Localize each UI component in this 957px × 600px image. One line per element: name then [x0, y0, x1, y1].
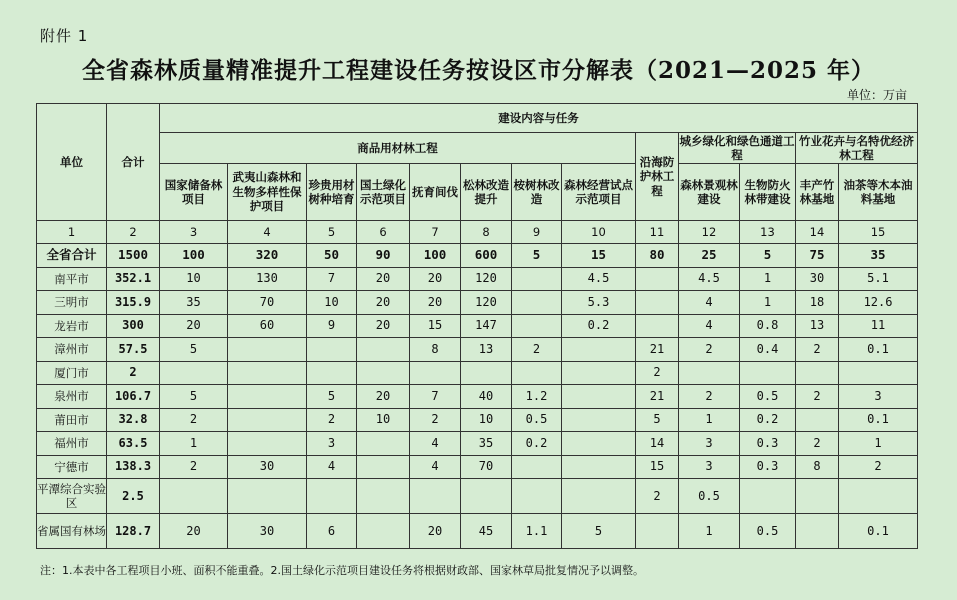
cell-c3: 10: [160, 267, 228, 291]
cell-c14: 18: [796, 291, 839, 315]
header-c15: 油茶等木本油料基地: [839, 164, 918, 221]
cell-c13: 0.3: [740, 432, 796, 456]
cell-c13: 0.5: [740, 514, 796, 549]
table-row: [37, 361, 918, 385]
cell-c8: 10: [461, 408, 512, 432]
cell-c6: 20: [357, 291, 410, 315]
cell-c15: 5.1: [839, 267, 918, 291]
row-unit-name: 南平市: [37, 267, 107, 291]
cell-c5: [307, 479, 357, 514]
row-total: 57.5: [107, 338, 160, 362]
cell-c10: [562, 385, 636, 409]
cell-c3: [160, 479, 228, 514]
table-row: [37, 455, 918, 479]
cell-c9: [512, 291, 562, 315]
cell-c13: [740, 361, 796, 385]
cell-c5: [307, 361, 357, 385]
cell-c6: [357, 479, 410, 514]
cell-c11: 2: [636, 361, 679, 385]
cell-c3: 100: [160, 244, 228, 268]
footnote: 注：1.本表中各工程项目小班、面积不能重叠。2.国土绿化示范项目建设任务将根据财政部、国家林草局批复情况予以调整。: [40, 564, 644, 577]
cell-c3: 2: [160, 408, 228, 432]
header-c5: 珍贵用材树种培育: [307, 164, 357, 221]
cell-c14: 13: [796, 314, 839, 338]
table-row: [37, 267, 918, 291]
header-construction: 建设内容与任务: [160, 104, 918, 133]
cell-c6: [357, 361, 410, 385]
cell-c6: 20: [357, 385, 410, 409]
cell-c13: 1: [740, 291, 796, 315]
cell-c12: 0.5: [679, 479, 740, 514]
cell-c9: 1.2: [512, 385, 562, 409]
row-unit-name: 厦门市: [37, 361, 107, 385]
cell-c11: 5: [636, 408, 679, 432]
cell-c15: 11: [839, 314, 918, 338]
cell-c7: 2: [410, 408, 461, 432]
row-total: 138.3: [107, 455, 160, 479]
cell-c3: 20: [160, 314, 228, 338]
cell-c4: 320: [228, 244, 307, 268]
cell-c8: 120: [461, 291, 512, 315]
cell-c3: 5: [160, 338, 228, 362]
cell-c3: 35: [160, 291, 228, 315]
row-unit-name: 三明市: [37, 291, 107, 315]
cell-c7: 20: [410, 514, 461, 549]
header-urban: 城乡绿化和绿色通道工程: [679, 133, 795, 162]
header-c9: 桉树林改造: [512, 164, 562, 221]
column-number: 5: [307, 221, 357, 244]
row-total: 300: [107, 314, 160, 338]
cell-c15: 2: [839, 455, 918, 479]
cell-c11: [636, 514, 679, 549]
table-row: [37, 408, 918, 432]
cell-c7: 15: [410, 314, 461, 338]
cell-c6: 20: [357, 314, 410, 338]
cell-c5: 3: [307, 432, 357, 456]
cell-c15: 1: [839, 432, 918, 456]
row-total: 2: [107, 361, 160, 385]
cell-c15: 0.1: [839, 514, 918, 549]
table-row: [37, 314, 918, 338]
cell-c11: [636, 314, 679, 338]
cell-c14: [796, 408, 839, 432]
cell-c12: 1: [679, 408, 740, 432]
cell-c4: [228, 432, 307, 456]
header-commercial: 商品用材林工程: [160, 133, 636, 164]
cell-c14: 75: [796, 244, 839, 268]
cell-c10: 0.2: [562, 314, 636, 338]
cell-c9: [512, 455, 562, 479]
cell-c9: 0.5: [512, 408, 562, 432]
cell-c8: 13: [461, 338, 512, 362]
cell-c8: [461, 361, 512, 385]
column-number: 6: [357, 221, 410, 244]
header-c14: 丰产竹林基地: [796, 164, 839, 221]
header-c10: 森林经营试点示范项目: [562, 164, 636, 221]
cell-c8: 35: [461, 432, 512, 456]
cell-c4: [228, 361, 307, 385]
row-unit-name: 省属国有林场: [37, 514, 107, 549]
cell-c13: 0.2: [740, 408, 796, 432]
cell-c4: 130: [228, 267, 307, 291]
cell-c5: [307, 338, 357, 362]
cell-c6: [357, 432, 410, 456]
cell-c8: [461, 479, 512, 514]
table-row: [37, 432, 918, 456]
cell-c9: 1.1: [512, 514, 562, 549]
row-unit-name: 平潭综合实验区: [37, 479, 107, 514]
cell-c14: 2: [796, 385, 839, 409]
row-unit-name: 莆田市: [37, 408, 107, 432]
cell-c3: [160, 361, 228, 385]
table-row: [37, 514, 918, 549]
cell-c12: 2: [679, 338, 740, 362]
unit-label: 单位：万亩: [846, 88, 907, 102]
cell-c13: 0.8: [740, 314, 796, 338]
cell-c6: [357, 455, 410, 479]
table-row: [37, 385, 918, 409]
cell-c5: 10: [307, 291, 357, 315]
column-number: 10: [562, 221, 636, 244]
cell-c3: 20: [160, 514, 228, 549]
row-unit-name: 全省合计: [37, 244, 107, 268]
cell-c12: 3: [679, 455, 740, 479]
cell-c11: [636, 267, 679, 291]
cell-c5: 2: [307, 408, 357, 432]
column-number: 3: [160, 221, 228, 244]
cell-c13: 5: [740, 244, 796, 268]
cell-c4: [228, 408, 307, 432]
cell-c11: 80: [636, 244, 679, 268]
column-number: 7: [410, 221, 461, 244]
column-number: 1: [37, 221, 107, 244]
header-c4: 武夷山森林和生物多样性保护项目: [228, 164, 307, 221]
cell-c4: [228, 338, 307, 362]
cell-c11: 15: [636, 455, 679, 479]
column-number: 4: [228, 221, 307, 244]
cell-c12: 4: [679, 291, 740, 315]
table-row: [37, 338, 918, 362]
cell-c8: 45: [461, 514, 512, 549]
cell-c14: 2: [796, 432, 839, 456]
cell-c10: [562, 455, 636, 479]
cell-c11: [636, 291, 679, 315]
cell-c9: 2: [512, 338, 562, 362]
row-total: 106.7: [107, 385, 160, 409]
cell-c4: 30: [228, 514, 307, 549]
column-number: 12: [679, 221, 740, 244]
cell-c15: 12.6: [839, 291, 918, 315]
cell-c3: 2: [160, 455, 228, 479]
column-number: 8: [461, 221, 512, 244]
cell-c15: [839, 361, 918, 385]
column-number: 13: [740, 221, 796, 244]
cell-c4: 60: [228, 314, 307, 338]
document-title: 全省森林质量精准提升工程建设任务按设区市分解表（2021—2025 年）: [81, 57, 876, 84]
row-unit-name: 漳州市: [37, 338, 107, 362]
row-total: 2.5: [107, 479, 160, 514]
cell-c11: 14: [636, 432, 679, 456]
row-total: 315.9: [107, 291, 160, 315]
cell-c7: [410, 479, 461, 514]
cell-c12: 4: [679, 314, 740, 338]
header-c8: 松林改造提升: [461, 164, 512, 221]
cell-c14: 2: [796, 338, 839, 362]
cell-c12: 4.5: [679, 267, 740, 291]
cell-c6: [357, 338, 410, 362]
cell-c15: 35: [839, 244, 918, 268]
table-row: [37, 479, 918, 514]
header-c6: 国土绿化示范项目: [357, 164, 410, 221]
row-total: 352.1: [107, 267, 160, 291]
cell-c13: 0.3: [740, 455, 796, 479]
cell-c5: 50: [307, 244, 357, 268]
cell-c7: 8: [410, 338, 461, 362]
cell-c5: 5: [307, 385, 357, 409]
cell-c15: 0.1: [839, 408, 918, 432]
table-row: [37, 244, 918, 268]
column-number: 2: [107, 221, 160, 244]
header-c3: 国家储备林项目: [160, 164, 228, 221]
cell-c9: [512, 267, 562, 291]
cell-c14: 8: [796, 455, 839, 479]
cell-c9: [512, 314, 562, 338]
cell-c14: [796, 514, 839, 549]
cell-c9: [512, 479, 562, 514]
row-unit-name: 福州市: [37, 432, 107, 456]
cell-c5: 9: [307, 314, 357, 338]
cell-c4: 70: [228, 291, 307, 315]
cell-c14: 30: [796, 267, 839, 291]
cell-c7: 4: [410, 432, 461, 456]
cell-c13: 0.4: [740, 338, 796, 362]
cell-c9: 0.2: [512, 432, 562, 456]
cell-c11: 21: [636, 338, 679, 362]
row-total: 1500: [107, 244, 160, 268]
header-unit: 单位: [37, 104, 107, 221]
cell-c15: [839, 479, 918, 514]
cell-c8: 120: [461, 267, 512, 291]
cell-c12: 3: [679, 432, 740, 456]
cell-c13: 1: [740, 267, 796, 291]
cell-c4: [228, 385, 307, 409]
cell-c12: 2: [679, 385, 740, 409]
cell-c12: 25: [679, 244, 740, 268]
cell-c7: 20: [410, 267, 461, 291]
cell-c10: 5.3: [562, 291, 636, 315]
cell-c6: 90: [357, 244, 410, 268]
cell-c10: 4.5: [562, 267, 636, 291]
cell-c7: 7: [410, 385, 461, 409]
cell-c15: 3: [839, 385, 918, 409]
cell-c3: 1: [160, 432, 228, 456]
cell-c11: 2: [636, 479, 679, 514]
column-number: 14: [796, 221, 839, 244]
cell-c13: [740, 479, 796, 514]
cell-c5: 4: [307, 455, 357, 479]
column-number: 11: [636, 221, 679, 244]
cell-c7: 20: [410, 291, 461, 315]
cell-c10: 15: [562, 244, 636, 268]
cell-c10: [562, 432, 636, 456]
column-number-row: [37, 221, 918, 244]
cell-c12: 1: [679, 514, 740, 549]
cell-c10: [562, 338, 636, 362]
row-total: 63.5: [107, 432, 160, 456]
cell-c10: 5: [562, 514, 636, 549]
row-unit-name: 泉州市: [37, 385, 107, 409]
cell-c14: [796, 361, 839, 385]
cell-c8: 70: [461, 455, 512, 479]
cell-c7: 4: [410, 455, 461, 479]
header-c7: 抚育间伐: [410, 164, 461, 221]
row-total: 128.7: [107, 514, 160, 549]
header-total: 合计: [107, 104, 160, 221]
cell-c3: 5: [160, 385, 228, 409]
row-unit-name: 龙岩市: [37, 314, 107, 338]
cell-c7: 100: [410, 244, 461, 268]
task-table: [36, 103, 918, 549]
cell-c9: [512, 361, 562, 385]
cell-c11: 21: [636, 385, 679, 409]
cell-c5: 7: [307, 267, 357, 291]
cell-c9: 5: [512, 244, 562, 268]
cell-c4: [228, 479, 307, 514]
row-total: 32.8: [107, 408, 160, 432]
cell-c10: [562, 408, 636, 432]
cell-c14: [796, 479, 839, 514]
cell-c6: 20: [357, 267, 410, 291]
cell-c4: 30: [228, 455, 307, 479]
cell-c7: [410, 361, 461, 385]
row-unit-name: 宁德市: [37, 455, 107, 479]
cell-c6: [357, 514, 410, 549]
column-number: 9: [512, 221, 562, 244]
cell-c12: [679, 361, 740, 385]
cell-c8: 147: [461, 314, 512, 338]
cell-c8: 600: [461, 244, 512, 268]
attachment-label: 附件 1: [40, 27, 89, 45]
table-row: [37, 291, 918, 315]
cell-c6: 10: [357, 408, 410, 432]
cell-c15: 0.1: [839, 338, 918, 362]
cell-c10: [562, 479, 636, 514]
cell-c10: [562, 361, 636, 385]
cell-c8: 40: [461, 385, 512, 409]
header-c13: 生物防火林带建设: [740, 164, 796, 221]
column-number: 15: [839, 221, 918, 244]
header-bamboo: 竹业花卉与名特优经济林工程: [796, 133, 918, 164]
header-c12: 森林景观林建设: [679, 164, 740, 221]
cell-c5: 6: [307, 514, 357, 549]
header-coastal: 沿海防护林工程: [636, 133, 679, 221]
cell-c13: 0.5: [740, 385, 796, 409]
